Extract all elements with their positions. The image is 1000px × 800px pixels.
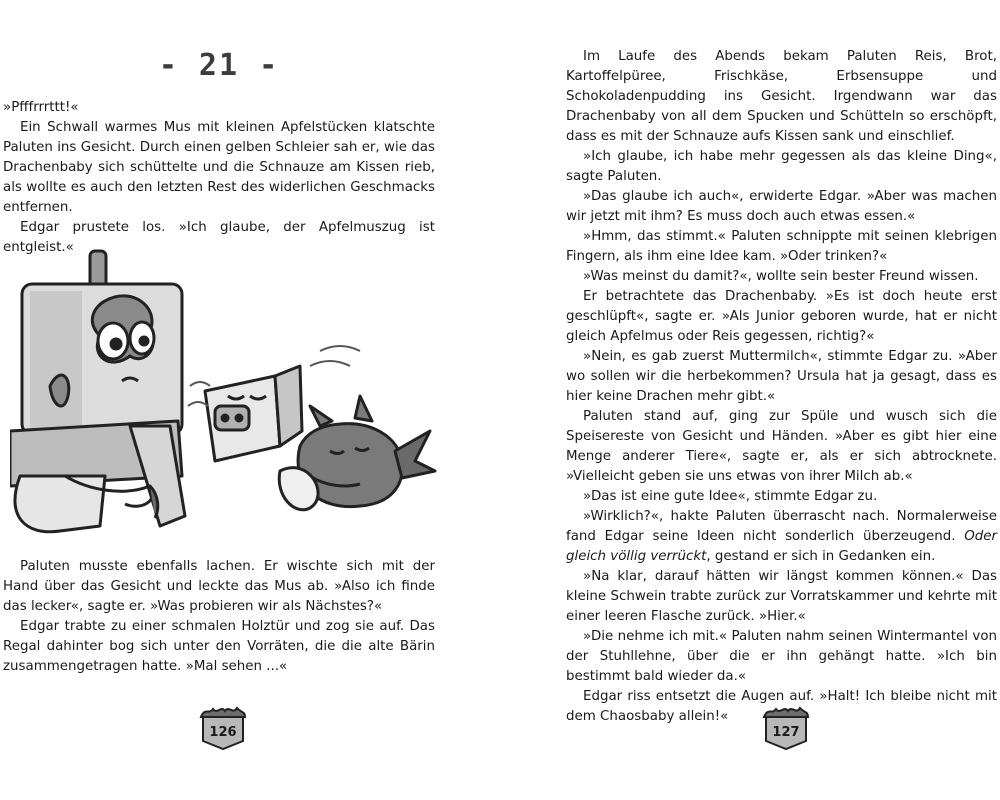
paragraph: Im Laufe des Abends bekam Paluten Reis, Brot, Kartoffelpüree, Frischkäse, Erbsensuppe und Schokoladenpudding ins Gesicht. Irgendwann war das Drachenbaby von all dem Spucken und Schütteln so erschöpft, dass es mit der Schnauze aufs Kissen sank und einschlief. — [566, 49, 997, 144]
edgar-figure — [205, 366, 302, 461]
paragraph: »Ich glaube, ich habe mehr gegessen als das kleine Ding«, sagte Paluten. — [566, 149, 997, 184]
paragraph: Paluten stand auf, ging zur Spüle und wusch sich die Speisereste von Gesicht und Händen. »Aber es gibt hier eine Menge anderer Tiere«, sagte er, als er sich abtrocknete. »Vielleicht geben sie uns etwas von ihrer Milch ab.« — [566, 409, 997, 484]
illustration — [10, 246, 440, 536]
paragraph: »Das ist eine gute Idee«, stimmte Edgar zu. — [583, 489, 878, 504]
italic-thought: Oder gleich völlig verrückt — [566, 529, 997, 564]
paragraph: Edgar trabte zu einer schmalen Holztür und zog sie auf. Das Regal dahinter bog sich unter den Vorräten, die die alte Bärin zusammengetragen hatte. »Mal sehen ...« — [3, 619, 435, 674]
paragraph: Edgar riss entsetzt die Augen auf. »Halt! Ich bleibe nicht mit dem Chaosbaby allein!« — [566, 689, 997, 724]
paragraph: »Die nehme ich mit.« Paluten nahm seinen Wintermantel von der Stuhllehne, über die er ihn gehängt hatte. »Ich bin bestimmt bald wieder da.« — [566, 629, 997, 684]
paragraph: Ein Schwall warmes Mus mit kleinen Apfelstücken klatschte Paluten ins Gesicht. Durch einen gelben Schleier sah er, wie das Drachenbaby sich schüttelte und die Schnauze am Kissen rieb, als wollte es auch den letzten Rest des widerlichen Geschmacks entfernen. — [3, 120, 435, 215]
right-text-block — [566, 47, 997, 727]
paragraph: »Pfffrrrttt!« — [3, 100, 79, 115]
paragraph: »Na klar, darauf hätten wir längst kommen können.« Das kleine Schwein trabte zurück zur Vorratskammer und kehrte mit einer leeren Flasche zurück. »Hier.« — [566, 569, 997, 624]
left-text-block-2 — [3, 557, 435, 677]
page-number-badge — [762, 703, 810, 751]
text-run: , gestand er sich in Gedanken ein. — [706, 549, 936, 564]
paragraph: Edgar prustete los. »Ich glaube, der Apfelmuszug ist entgleist.« — [3, 220, 435, 255]
paragraph: »Nein, es gab zuerst Muttermilch«, stimmte Edgar zu. »Aber wo sollen wir die herbekommen? Ursula hat ja gesagt, dass es hier keine Drachen mehr gibt.« — [566, 349, 997, 404]
page-number: 126 — [209, 725, 237, 740]
text-run: »Wirklich?«, hakte Paluten überrascht nach. Normalerweise fand Edgar seine Ideen nicht sonderlich überzeugend. — [566, 509, 997, 544]
paragraph — [566, 507, 997, 567]
page-number: 127 — [772, 725, 800, 740]
paluten-figure — [10, 251, 185, 532]
motion-lines — [310, 346, 360, 366]
page-number-badge — [199, 703, 247, 751]
chapter-heading: - 21 - — [158, 48, 280, 83]
paragraph: Er betrachtete das Drachenbaby. »Es ist doch heute erst geschlüpft«, sagte er. »Als Junior geboren wurde, hat er nicht gleich Apfelmus oder Reis gegessen, richtig?« — [566, 289, 997, 344]
paragraph: »Was meinst du damit?«, wollte sein bester Freund wissen. — [583, 269, 979, 284]
right-page — [500, 0, 1000, 800]
left-text-block-1 — [3, 98, 435, 258]
paragraph: Paluten musste ebenfalls lachen. Er wischte sich mit der Hand über das Gesicht und leckte das Mus ab. »Also ich finde das lecker«, sagte er. »Was probieren wir als Nächstes?« — [3, 559, 435, 614]
paragraph: »Hmm, das stimmt.« Paluten schnippte mit seinen klebrigen Fingern, als ihm eine Idee kam. »Oder trinken?« — [566, 229, 997, 264]
paragraph: »Das glaube ich auch«, erwiderte Edgar. »Aber was machen wir jetzt mit ihm? Es muss doch auch etwas essen.« — [566, 189, 997, 224]
